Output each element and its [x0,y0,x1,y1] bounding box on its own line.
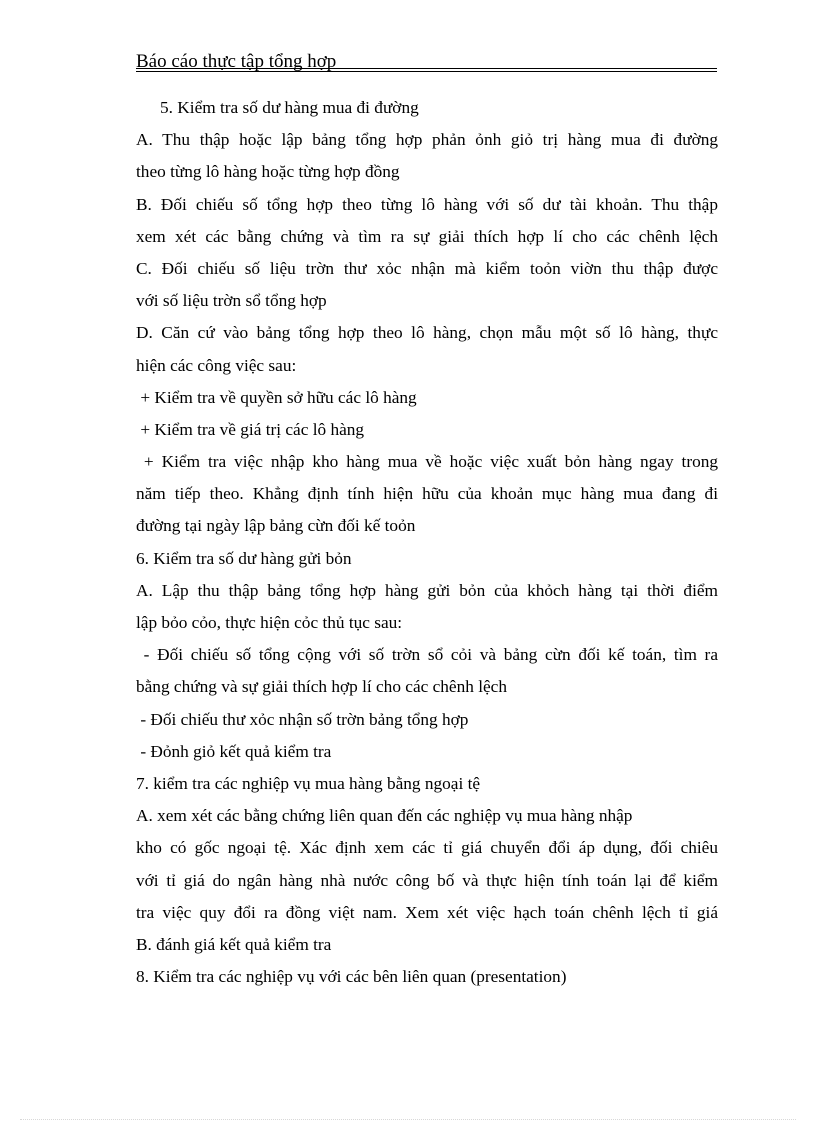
section-heading-6: 6. Kiểm tra số dư hàng gửi bỏn [136,548,352,568]
paragraph-line: A. xem xét các bằng chứng liên quan đến các nghiệp vụ mua hàng nhập [136,806,633,826]
header-rule-double [136,71,717,72]
paragraph-line: A. Lập thu thập bảng tổng hợp hàng gửi bỏn của khỏch hàng tại thời điểm [136,580,718,600]
paragraph-line: tra việc quy đổi ra đồng việt nam. Xem xét việc hạch toán chênh lệch tỉ giá [136,902,718,922]
paragraph-line: theo từng lô hàng hoặc từng hợp đồng [136,162,400,182]
paragraph-line: đường tại ngày lập bảng cừn đối kế toỏn [136,516,416,536]
list-item: + Kiểm tra về giá trị các lô hàng [136,419,365,439]
list-item: + Kiểm tra về quyền sở hữu các lô hàng [136,387,417,407]
list-item: + Kiểm tra việc nhập kho hàng mua về hoặc việc xuất bỏn hàng ngay trong [136,452,718,472]
paragraph-line: xem xét các bằng chứng và tìm ra sự giải thích hợp lí cho các chênh lệch [136,226,718,246]
list-item: - Đỏnh giỏ kết quả kiểm tra [136,741,332,761]
paragraph-line: hiện các công việc sau: [136,355,297,375]
paragraph-line: bằng chứng và sự giải thích hợp lí cho các chênh lệch [136,677,507,697]
paragraph-line: với tỉ giá do ngân hàng nhà nước công bố và thực hiện tính toán lại để kiểm [136,870,718,890]
paragraph-line: với số liệu trờn sổ tổng hợp [136,291,327,311]
section-heading-8: 8. Kiểm tra các nghiệp vụ với các bên liên quan (presentation) [136,967,567,987]
paragraph-line: B. đánh giá kết quả kiểm tra [136,934,332,954]
paragraph-line: năm tiếp theo. Khẳng định tính hiện hữu của khoản mục hàng mua đang đi [136,484,718,504]
list-item: - Đối chiếu số tổng cộng với số trờn sổ cỏi và bảng cừn đối kế toán, tìm ra [136,645,718,665]
paragraph-line: C. Đối chiếu số liệu trờn thư xỏc nhận mà kiểm toỏn viờn thu thập được [136,258,718,278]
list-item: - Đối chiếu thư xỏc nhận số trờn bảng tổng hợp [136,709,469,729]
section-heading-5: 5. Kiểm tra số dư hàng mua đi đường [160,98,419,117]
paragraph-line: B. Đối chiếu số tổng hợp theo từng lô hàng với số dư tài khoản. Thu thập [136,194,718,214]
paragraph-line: kho có gốc ngoại tệ. Xác định xem các tỉ giá chuyển đổi áp dụng, đối chiêu [136,838,718,858]
header-rule [136,68,717,69]
header-title: Báo cáo thực tập tổng hợp [136,51,337,72]
paragraph-line: lập bỏo cỏo, thực hiện cỏc thủ tục sau: [136,613,403,632]
paragraph-line: D. Căn cứ vào bảng tổng hợp theo lô hàng, chọn mẫu một số lô hàng, thực [136,323,718,343]
section-heading-7: 7. kiểm tra các nghiệp vụ mua hàng bằng ngoại tệ [136,773,481,793]
document-body [136,92,718,993]
page-bottom-border [20,1119,796,1120]
page-header [136,50,717,74]
paragraph-line: A. Thu thập hoặc lập bảng tổng hợp phản ỏnh giỏ trị hàng mua đi đường [136,130,718,150]
